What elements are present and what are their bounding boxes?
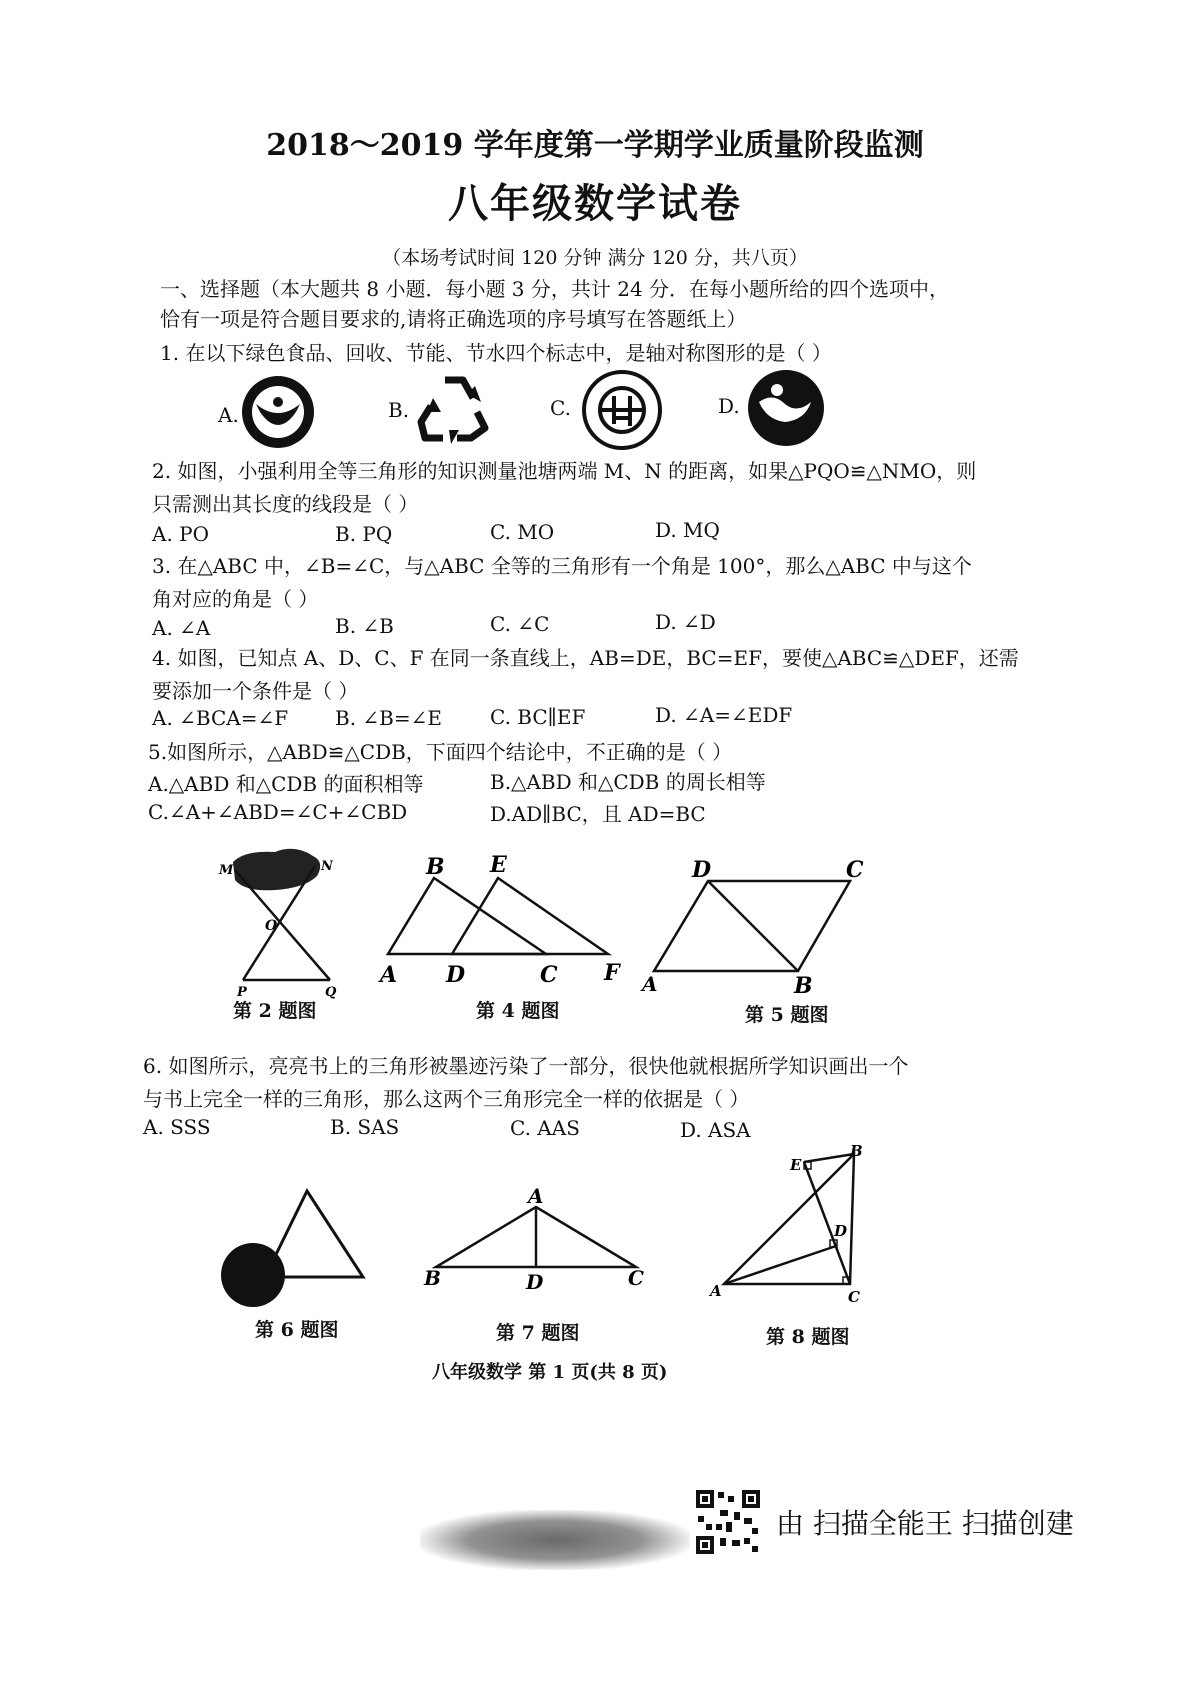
q3-option-d: D. ∠D bbox=[655, 610, 716, 634]
exam-title: 2018～2019 学年度第一学期学业质量阶段监测 bbox=[266, 128, 924, 163]
q1-text: 1. 在以下绿色食品、回收、节能、节水四个标志中，是轴对称图形的是（ ） bbox=[160, 341, 832, 365]
fig4-label-e: E bbox=[490, 852, 507, 878]
fig4-label-f: F bbox=[604, 960, 620, 986]
fig2-label-m: M bbox=[219, 863, 234, 878]
figure-7-diagram bbox=[420, 1185, 650, 1305]
scanner-watermark-text: 由 扫描全能王 扫描创建 bbox=[776, 1507, 1074, 1540]
figure-6-caption: 第 6 题图 bbox=[255, 1319, 339, 1341]
fig5-label-c: C bbox=[846, 857, 864, 883]
q5-option-c: C.∠A+∠ABD=∠C+∠CBD bbox=[148, 800, 408, 824]
recycle-logo-icon bbox=[415, 372, 493, 446]
q5-line1: 5.如图所示，△ABD≌△CDB，下面四个结论中，不正确的是（ ） bbox=[148, 740, 733, 764]
water-saving-logo-icon bbox=[745, 368, 827, 448]
fig4-label-a: A bbox=[380, 962, 398, 988]
fig5-label-a: A bbox=[642, 972, 658, 996]
q3-option-c: C. ∠C bbox=[490, 612, 550, 636]
green-food-logo-icon bbox=[238, 372, 318, 452]
section-heading-line1: 一、选择题（本大题共 8 小题．每小题 3 分，共计 24 分．在每小题所给的四个选项中， bbox=[160, 277, 950, 301]
fig7-label-d: D bbox=[526, 1270, 544, 1294]
q3-line1: 3. 在△ABC 中，∠B=∠C，与△ABC 全等的三角形有一个角是 100°，那么△ABC 中与这个 bbox=[152, 554, 972, 578]
scan-stain bbox=[420, 1510, 690, 1570]
fig2-label-o: O bbox=[265, 918, 278, 934]
q1-option-a: A. bbox=[218, 403, 239, 427]
figure-2-caption: 第 2 题图 bbox=[233, 1000, 317, 1022]
section-heading-line2: 恰有一项是符合题目要求的,请将正确选项的序号填写在答题纸上） bbox=[160, 307, 747, 331]
q3-line2: 角对应的角是（ ） bbox=[152, 587, 319, 611]
page-footer: 八年级数学 第 1 页(共 8 页) bbox=[432, 1362, 668, 1383]
figure-4-diagram bbox=[380, 850, 630, 990]
q2-option-b: B. PQ bbox=[335, 522, 393, 546]
fig2-label-n: N bbox=[321, 859, 333, 874]
fig8-label-d: D bbox=[834, 1222, 848, 1240]
q2-line1: 2. 如图，小强利用全等三角形的知识测量池塘两端 M、N 的距离，如果△PQO≌△NMO，则 bbox=[152, 459, 977, 483]
fig7-label-b: B bbox=[424, 1266, 441, 1290]
q3-option-a: A. ∠A bbox=[152, 616, 211, 640]
exam-info: （本场考试时间 120 分钟 满分 120 分，共八页） bbox=[382, 247, 808, 269]
exam-subject: 八年级数学试卷 bbox=[448, 180, 742, 227]
q5-option-a: A.△ABD 和△CDB 的面积相等 bbox=[148, 772, 424, 796]
q4-line2: 要添加一个条件是（ ） bbox=[152, 679, 359, 703]
fig2-label-q: Q bbox=[325, 985, 337, 1000]
q6-option-a: A. SSS bbox=[143, 1115, 211, 1139]
q2-line2: 只需测出其长度的线段是（ ） bbox=[152, 492, 419, 516]
fig4-label-b: B bbox=[426, 854, 445, 880]
figure-2-diagram bbox=[215, 840, 345, 1000]
q2-option-a: A. PO bbox=[152, 522, 210, 546]
q6-line1: 6. 如图所示，亮亮书上的三角形被墨迹污染了一部分，很快他就根据所学知识画出一个 bbox=[143, 1054, 909, 1078]
fig5-label-b: B bbox=[794, 973, 813, 999]
fig7-label-c: C bbox=[628, 1266, 644, 1290]
figure-6-diagram bbox=[215, 1185, 375, 1310]
fig8-label-b: B bbox=[850, 1142, 863, 1160]
figure-5-caption: 第 5 题图 bbox=[745, 1004, 829, 1026]
fig8-label-e: E bbox=[790, 1156, 802, 1174]
fig5-label-d: D bbox=[692, 857, 712, 883]
q5-option-d: D.AD∥BC，且 AD=BC bbox=[490, 802, 706, 826]
q3-option-b: B. ∠B bbox=[335, 614, 394, 638]
q5-option-b: B.△ABD 和△CDB 的周长相等 bbox=[490, 770, 766, 794]
q6-option-c: C. AAS bbox=[510, 1116, 580, 1140]
q2-option-d: D. MQ bbox=[655, 518, 720, 542]
figure-8-diagram bbox=[700, 1140, 880, 1310]
fig7-label-a: A bbox=[528, 1184, 544, 1208]
fig4-label-d: D bbox=[446, 962, 466, 988]
fig8-label-a: A bbox=[710, 1282, 722, 1300]
figure-8-caption: 第 8 题图 bbox=[766, 1326, 850, 1348]
q1-option-b: B. bbox=[388, 398, 410, 422]
q4-option-d: D. ∠A=∠EDF bbox=[655, 703, 793, 727]
q6-option-b: B. SAS bbox=[330, 1115, 400, 1139]
q2-option-c: C. MO bbox=[490, 520, 555, 544]
fig8-label-c: C bbox=[848, 1288, 860, 1306]
q4-option-a: A. ∠BCA=∠F bbox=[152, 706, 289, 730]
q1-option-c: C. bbox=[550, 396, 571, 420]
figure-5-diagram bbox=[640, 855, 870, 999]
fig2-label-p: P bbox=[237, 985, 247, 1000]
qr-code-icon bbox=[694, 1488, 762, 1556]
q4-option-b: B. ∠B=∠E bbox=[335, 706, 442, 730]
q4-line1: 4. 如图，已知点 A、D、C、F 在同一条直线上，AB=DE，BC=EF，要使△ABC≌△DEF，还需 bbox=[152, 646, 1019, 670]
q4-option-c: C. BC∥EF bbox=[490, 705, 586, 729]
figure-7-caption: 第 7 题图 bbox=[496, 1322, 580, 1344]
q6-option-d: D. ASA bbox=[680, 1118, 751, 1142]
q6-line2: 与书上完全一样的三角形，那么这两个三角形完全一样的依据是（ ） bbox=[143, 1087, 750, 1111]
energy-saving-logo-icon bbox=[580, 368, 664, 452]
fig4-label-c: C bbox=[540, 962, 558, 988]
figure-4-caption: 第 4 题图 bbox=[476, 1000, 560, 1022]
q1-option-d: D. bbox=[718, 394, 740, 418]
